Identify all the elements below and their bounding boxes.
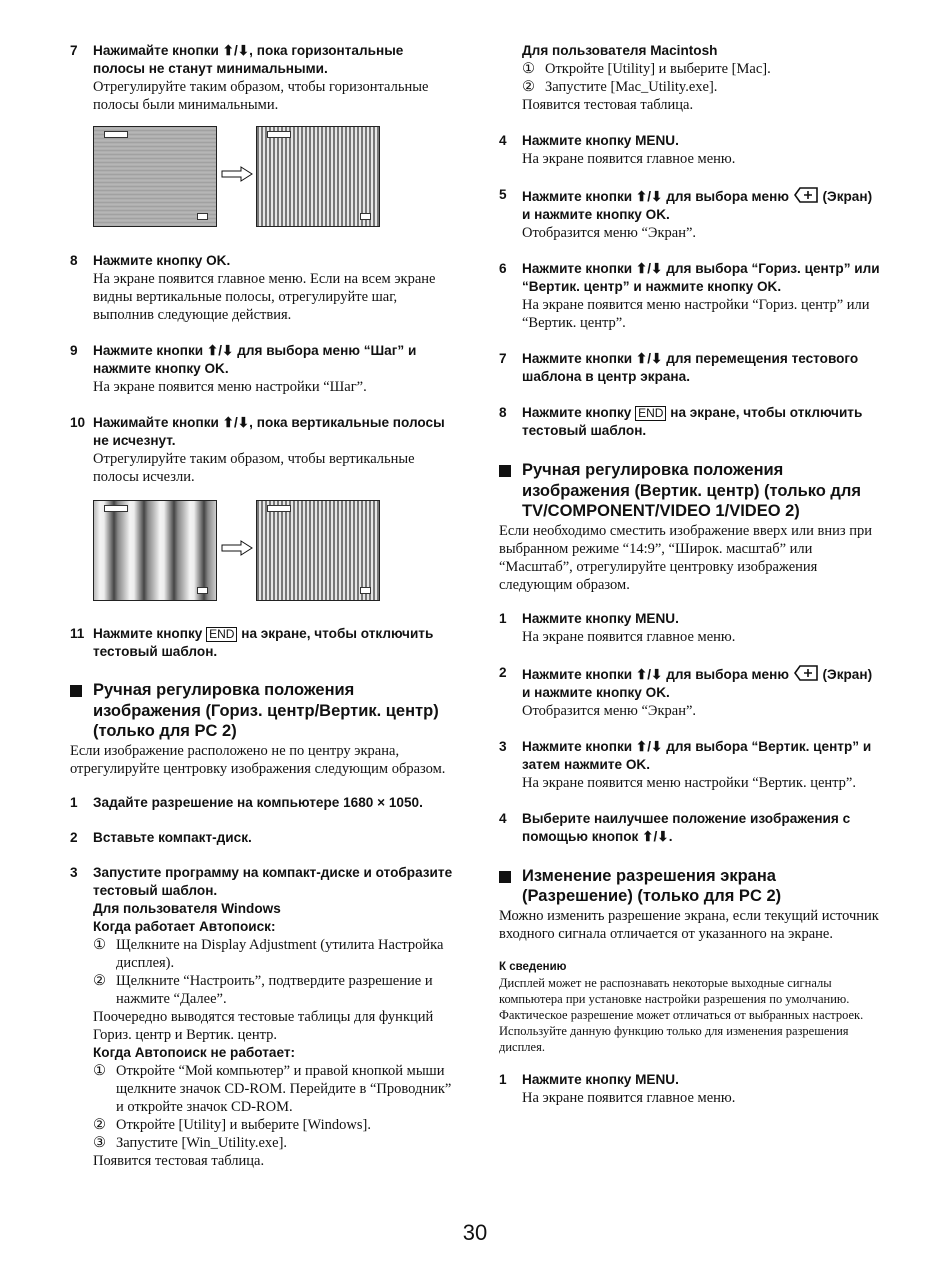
autorun-off-after: Появится тестовая таблица. (93, 1152, 265, 1169)
note-block (499, 959, 884, 1055)
end-button-label: END (206, 627, 237, 642)
section-title: Ручная регулировка положения изображения (Гориз. центр/Вертик. центр) (только для PC 2) (93, 681, 439, 740)
step-number: 8 (70, 253, 78, 268)
step-heading-part-a: Нажмите кнопку (93, 626, 203, 641)
autorun-on-item-2: ② Щелкните “Настроить”, подтвердите разрешение и нажмите “Далее”. (93, 972, 433, 1007)
test-pattern-label-box (267, 505, 291, 512)
figure-vertical-stripes (93, 500, 455, 601)
step-body: На экране появится меню настройки “Шаг”. (93, 379, 367, 395)
screen-menu-icon (793, 664, 819, 682)
step-body: На экране появится главное меню. (522, 151, 736, 167)
step-number: 1 (499, 610, 507, 626)
section-paragraph: Если необходимо сместить изображение вверх или вниз при выбранном режиме “14:9”, “Широк. масштаб” или “Масштаб”, отрегулируйте центровку изображения следующим образом. (499, 522, 873, 593)
step-heading: Вставьте компакт-диск. (93, 829, 252, 845)
step-heading: Нажмите кнопки ⬆/⬇ для перемещения тестового шаблона в центр экрана. (522, 351, 859, 384)
step-heading: Нажмите кнопку OK. (93, 253, 231, 268)
step-heading: Нажмите кнопку MENU. (522, 1071, 679, 1087)
mac-item-1: ① Откройте [Utility] и выберите [Mac]. (522, 61, 771, 77)
step-body: На экране появится меню настройки “Вертик. центр”. (522, 774, 856, 791)
step-number: 8 (499, 405, 507, 420)
step-body: На экране появится главное меню. Если на всем экране видны вертикальные полосы, отрегулируйте шаг, выполнив следующие действия. (93, 271, 436, 323)
step-heading: Выберите наилучшее положение изображения с помощью кнопок ⬆/⬇. (522, 810, 851, 844)
step-heading: Нажимайте кнопки ⬆/⬇, пока вертикальные полосы не исчезнут. (93, 415, 445, 448)
screen-after-image (256, 500, 380, 601)
mac-item-2: ② Запустите [Mac_Utility.exe]. (522, 79, 718, 95)
step-number: 6 (499, 261, 507, 276)
step-heading: Нажмите кнопку MENU. (522, 133, 679, 148)
page-number: 30 (462, 1220, 488, 1245)
step-number: 4 (499, 810, 507, 826)
mac-user-title: Для пользователя Macintosh (522, 43, 718, 58)
step-2-screen-menu (499, 664, 884, 720)
screen-menu-icon (793, 186, 819, 204)
end-box (197, 213, 208, 220)
step-number: 2 (499, 664, 507, 680)
step-number: 3 (70, 864, 78, 880)
step-number: 7 (499, 351, 507, 366)
step-2-insert-cd (70, 829, 455, 847)
end-button-label: END (635, 406, 666, 421)
step-heading: Нажмите кнопку MENU. (522, 610, 679, 626)
step-heading: Нажмите кнопки ⬆/⬇ для выбора меню (Экран) и нажмите кнопку OK. (522, 186, 884, 224)
step-body: На экране появится главное меню. (522, 628, 736, 645)
step-4-best-position (499, 810, 884, 846)
note-text: Дисплей может не распознавать некоторые выходные сигналы компьютера при установке настройки разрешения по умолчанию. Фактическое разрешение может отличаться от выбранных настроек. Используйте данную функцию только для изменения разрешения дисплея. (499, 975, 864, 1054)
step-heading: Запустите программу на компакт-диске и отобразите тестовый шаблон. (93, 864, 453, 898)
step-heading: Нажмите кнопки ⬆/⬇ для выбора меню (Экран) и нажмите кнопку OK. (522, 664, 884, 702)
step-heading: Нажимайте кнопки ⬆/⬇, пока горизонтальные полосы не станут минимальными. (93, 43, 404, 76)
mac-after: Появится тестовая таблица. (522, 97, 694, 113)
autorun-off-item-3: ③ Запустите [Win_Utility.exe]. (93, 1134, 288, 1151)
autorun-off-item-1: ① Откройте “Мой компьютер” и правой кнопкой мыши щелкните значок CD-ROM. Перейдите в “Проводник” и откройте значок CD-ROM. (93, 1062, 452, 1115)
step-heading-part-b: на экране, чтобы отключить тестовый шаблон. (93, 626, 434, 659)
step-8-end (499, 404, 884, 440)
step-body: Отобразится меню “Экран”. (522, 225, 697, 241)
screen-before-image (93, 126, 217, 227)
autorun-on-title: Когда работает Автопоиск: (93, 918, 276, 934)
mac-user-block (499, 42, 884, 114)
step-4-menu (499, 132, 884, 168)
step-heading: Нажмите кнопки ⬆/⬇ для выбора “Вертик. центр” и затем нажмите OK. (522, 738, 872, 772)
test-pattern-label-box (267, 131, 291, 138)
step-6-select-center (499, 260, 884, 332)
autorun-on-after: Поочередно выводятся тестовые таблицы для функций Гориз. центр и Вертик. центр. (93, 1008, 434, 1043)
step-5-screen-menu (499, 186, 884, 242)
arrow-right-icon (221, 166, 253, 182)
step-1-resolution (70, 794, 455, 812)
step-number: 9 (70, 343, 78, 358)
section-square-icon (499, 465, 511, 477)
step-9 (70, 342, 455, 396)
step-number: 2 (70, 829, 78, 845)
step-11 (70, 625, 455, 661)
step-heading: Нажмите кнопки ⬆/⬇ для выбора меню “Шаг” и нажмите кнопку OK. (93, 343, 417, 376)
step-1-menu (499, 610, 884, 646)
step-number: 4 (499, 133, 507, 148)
section-paragraph: Можно изменить разрешение экрана, если текущий источник входного сигнала отличается от указанного на экране. (499, 907, 879, 942)
step-number: 1 (70, 794, 78, 810)
step-body: Отобразится меню “Экран”. (522, 702, 697, 719)
step-3-run-program (70, 864, 455, 1170)
step-heading (93, 625, 455, 661)
right-column (499, 42, 884, 1107)
step-heading: Задайте разрешение на компьютере 1680 × 1050. (93, 794, 423, 810)
step-7-move-pattern (499, 350, 884, 386)
end-box (360, 587, 371, 594)
end-box (360, 213, 371, 220)
test-pattern-label-box (104, 505, 128, 512)
screen-after-image (256, 126, 380, 227)
step-body: На экране появится главное меню. (522, 1089, 736, 1106)
section-square-icon (499, 871, 511, 883)
step-body: На экране появится меню настройки “Гориз. центр” или “Вертик. центр”. (522, 297, 870, 331)
screen-before-image (93, 500, 217, 601)
end-box (197, 587, 208, 594)
section-resolution-pc2 (499, 866, 884, 907)
section-square-icon (70, 685, 82, 697)
autorun-off-item-2: ② Откройте [Utility] и выберите [Windows]. (93, 1116, 371, 1133)
step-10 (70, 414, 455, 486)
test-pattern-label-box (104, 131, 128, 138)
step-body: Отрегулируйте таким образом, чтобы горизонтальные полосы были минимальными. (93, 79, 429, 113)
section-title: Изменение разрешения экрана (Разрешение) (только для PC 2) (522, 866, 782, 905)
section-title: Ручная регулировка положения изображения (Вертик. центр) (только для TV/COMPONENT/VIDEO 1/VIDEO 2) (522, 461, 861, 520)
step-7 (70, 42, 455, 114)
step-number: 7 (70, 43, 78, 58)
step-number: 10 (70, 415, 86, 430)
section-manual-vcenter-tv (499, 460, 884, 522)
step-8 (70, 252, 455, 324)
step-body: Отрегулируйте таким образом, чтобы вертикальные полосы исчезли. (93, 451, 415, 485)
step-number: 3 (499, 738, 507, 754)
autorun-off-title: Когда Автопоиск не работает: (93, 1044, 296, 1060)
section-paragraph: Если изображение расположено не по центру экрана, отрегулируйте центровку изображения следующим образом. (70, 742, 446, 777)
note-title: К сведению (499, 960, 567, 973)
windows-user-title: Для пользователя Windows (93, 900, 281, 916)
step-number: 5 (499, 187, 507, 202)
step-3-vcenter (499, 738, 884, 792)
step-heading: Нажмите кнопки ⬆/⬇ для выбора “Гориз. центр” или “Вертик. центр” и нажмите кнопку OK. (522, 261, 880, 294)
figure-horizontal-stripes (93, 126, 455, 227)
step-number: 11 (70, 626, 85, 641)
arrow-right-icon (221, 540, 253, 556)
step-heading: Нажмите кнопку END на экране, чтобы отключить тестовый шаблон. (522, 405, 863, 438)
step-number: 1 (499, 1071, 507, 1087)
left-column (70, 42, 455, 1170)
section-manual-center-pc2 (70, 680, 455, 742)
step-1-resolution-menu (499, 1071, 884, 1107)
autorun-on-item-1: ① Щелкните на Display Adjustment (утилита Настройка дисплея). (93, 936, 444, 971)
